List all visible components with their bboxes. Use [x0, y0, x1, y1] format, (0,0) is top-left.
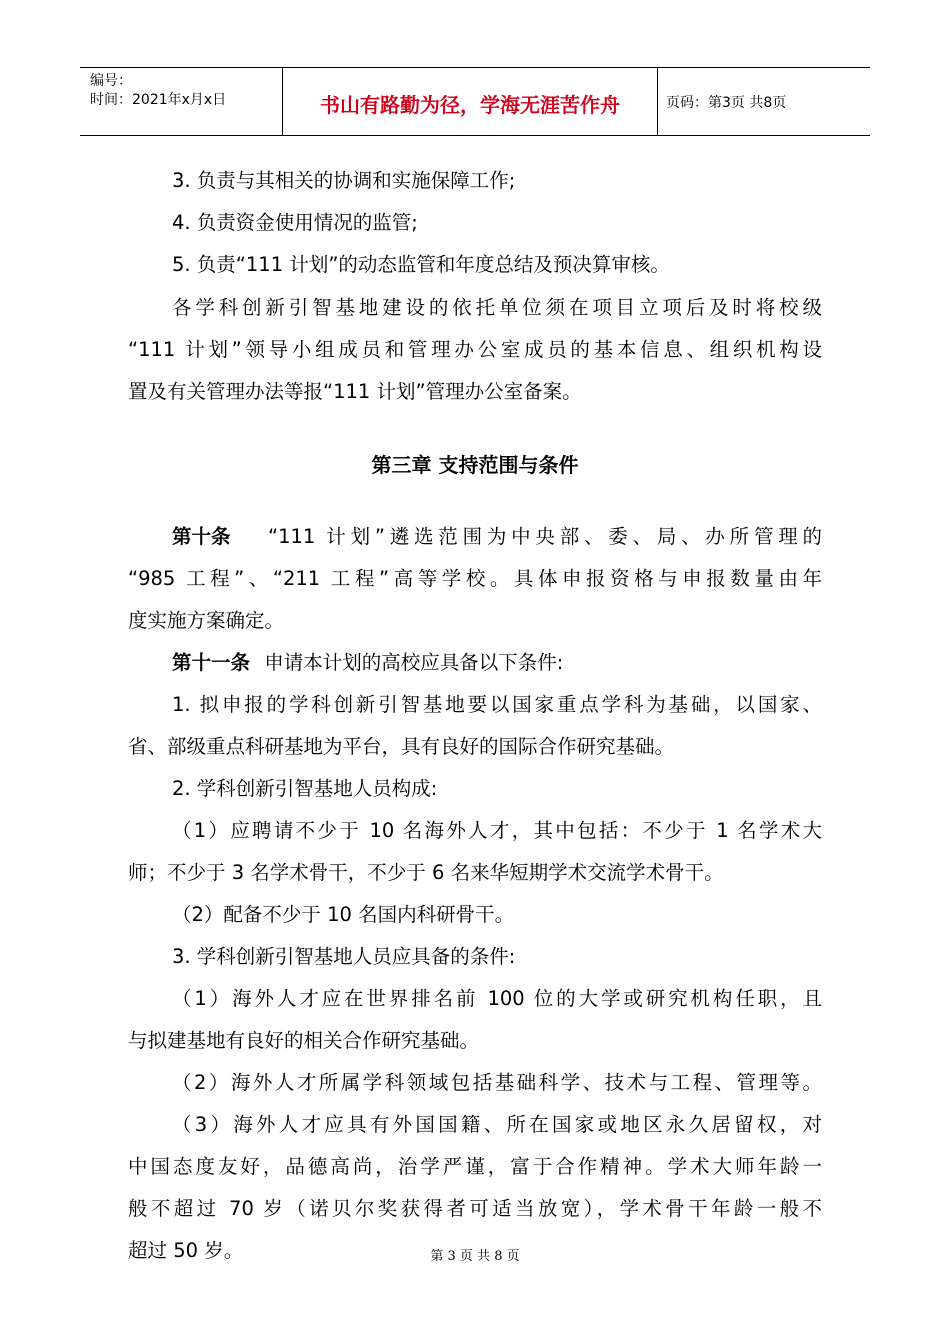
condition-item: 般不超过 70 岁（诺贝尔奖获得者可适当放宽），学术骨干年龄一般不	[128, 1197, 822, 1220]
header-motto-cell	[283, 68, 658, 135]
chapter-heading: 第三章 支持范围与条件	[371, 453, 579, 477]
article-10-title: 第十条	[172, 525, 231, 548]
header-page-cell	[658, 68, 870, 135]
article-11-line	[172, 642, 563, 684]
condition-item: 中国态度友好，品德高尚，治学严谨，富于合作精神。学术大师年龄一	[128, 1155, 822, 1178]
condition-item: 2. 学科创新引智基地人员构成:	[172, 777, 438, 800]
document-number-label: 编号：	[90, 73, 132, 89]
condition-item: 师；不少于 3 名学术骨干，不少于 6 名来华短期学术交流学术骨干。	[128, 861, 724, 884]
condition-item: （3）海外人才应具有外国国籍、所在国家或地区永久居留权，对	[172, 1113, 822, 1136]
header-page-label: 页码：第3页 共8页	[666, 95, 787, 111]
article-10-text: “111 计划”遴选范围为中央部、委、局、办所管理的	[268, 525, 822, 548]
article-10-line: “985 工程”、“211 工程”高等学校。具体申报资格与申报数量由年	[128, 567, 822, 590]
condition-item: （1）海外人才应在世界排名前 100 位的大学或研究机构任职，且	[172, 987, 822, 1010]
paragraph-line: “111 计划”领导小组成员和管理办公室成员的基本信息、组织机构设	[128, 338, 822, 361]
article-11-title: 第十一条	[172, 651, 251, 674]
header-meta-cell	[80, 68, 283, 135]
condition-item: （2）配备不少于 10 名国内科研骨干。	[172, 903, 515, 926]
duty-item-5: 5. 负责“111 计划”的动态监管和年度总结及预决算审核。	[172, 253, 670, 276]
document-time-label: 时间：2021年x月x日	[90, 92, 227, 108]
paragraph-line: 置及有关管理办法等报“111 计划”管理办公室备案。	[128, 380, 582, 403]
article-10-line: 度实施方案确定。	[128, 609, 285, 632]
article-11-text: 申请本计划的高校应具备以下条件:	[264, 651, 564, 674]
page-footer: 第 3 页 共 8 页	[430, 1249, 520, 1264]
header-motto: 书山有路勤为径，学海无涯苦作舟	[320, 93, 620, 117]
condition-item: 3. 学科创新引智基地人员应具备的条件:	[172, 945, 516, 968]
duty-item-4: 4. 负责资金使用情况的监管;	[172, 211, 418, 234]
condition-item: 省、部级重点科研基地为平台，具有良好的国际合作研究基础。	[128, 735, 675, 758]
condition-item: 1. 拟申报的学科创新引智基地要以国家重点学科为基础，以国家、	[172, 693, 822, 716]
condition-item: （1）应聘请不少于 10 名海外人才，其中包括：不少于 1 名学术大	[172, 819, 822, 842]
condition-item: 超过 50 岁。	[128, 1239, 244, 1262]
condition-item: （2）海外人才所属学科领域包括基础科学、技术与工程、管理等。	[172, 1071, 822, 1094]
article-10-line	[172, 516, 822, 558]
duty-item-3: 3. 负责与其相关的协调和实施保障工作;	[172, 169, 516, 192]
document-header	[80, 67, 870, 136]
paragraph-line: 各学科创新引智基地建设的依托单位须在项目立项后及时将校级	[172, 296, 822, 319]
condition-item: 与拟建基地有良好的相关合作研究基础。	[128, 1029, 480, 1052]
